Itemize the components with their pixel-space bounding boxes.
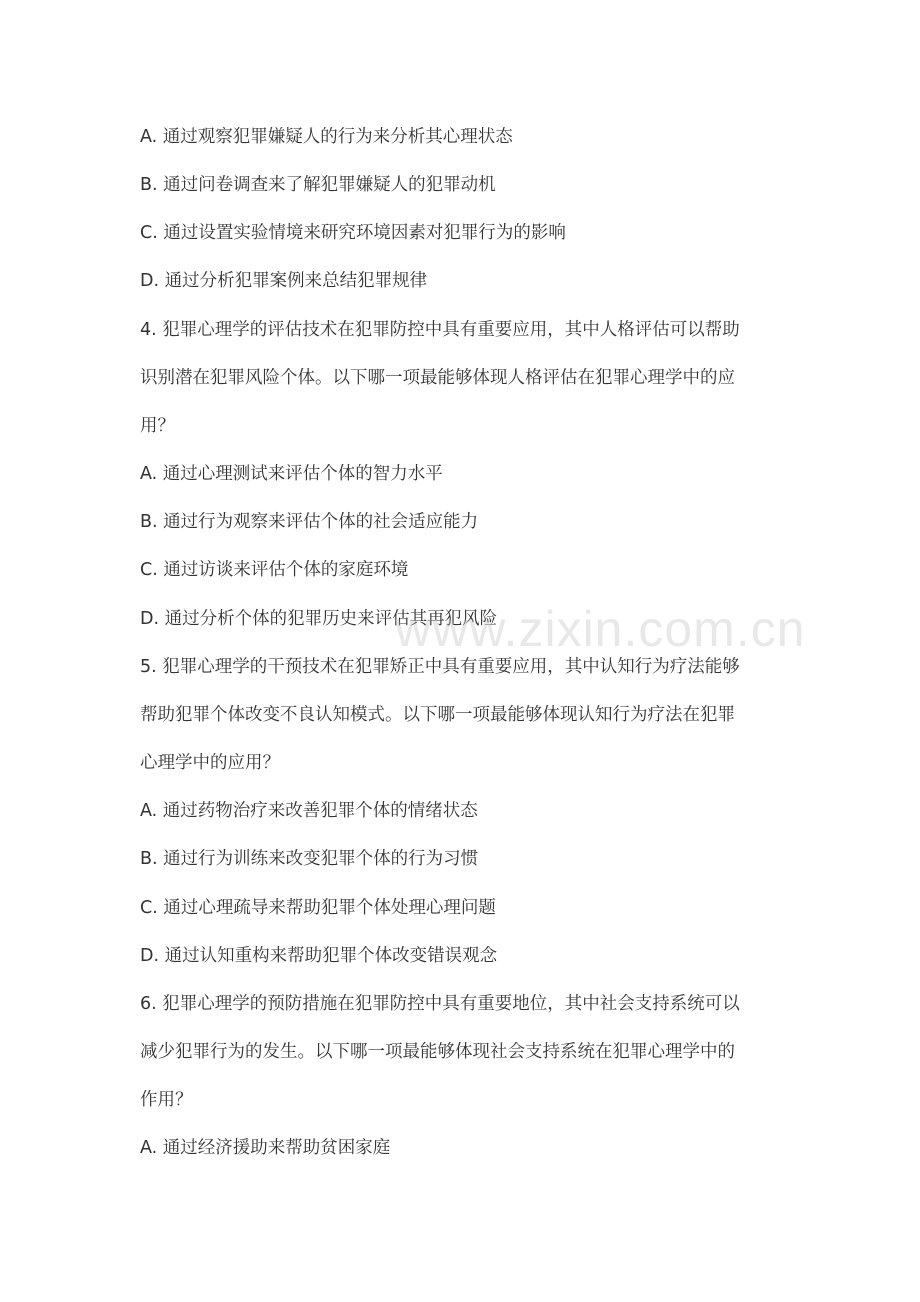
question-line: 作用？	[140, 1090, 193, 1110]
option-line: D. 通过分析个体的犯罪历史来评估其再犯风险	[140, 609, 498, 629]
question-line: 识别潜在犯罪风险个体。以下哪一项最能够体现人格评估在犯罪心理学中的应	[140, 368, 735, 388]
question-line: 5. 犯罪心理学的干预技术在犯罪矫正中具有重要应用，其中认知行为疗法能够	[140, 657, 740, 677]
option-line: A. 通过经济援助来帮助贫困家庭	[140, 1138, 391, 1158]
option-line: D. 通过认知重构来帮助犯罪个体改变错误观念	[140, 946, 498, 966]
question-line: 6. 犯罪心理学的预防措施在犯罪防控中具有重要地位，其中社会支持系统可以	[140, 994, 740, 1014]
question-line: 4. 犯罪心理学的评估技术在犯罪防控中具有重要应用，其中人格评估可以帮助	[140, 320, 740, 340]
option-line: A. 通过观察犯罪嫌疑人的行为来分析其心理状态	[140, 127, 513, 147]
option-line: C. 通过心理疏导来帮助犯罪个体处理心理问题	[140, 898, 496, 918]
option-line: C. 通过设置实验情境来研究环境因素对犯罪行为的影响	[140, 223, 566, 243]
question-line: 用？	[140, 416, 175, 436]
question-line: 心理学中的应用？	[140, 753, 280, 773]
option-line: B. 通过问卷调查来了解犯罪嫌疑人的犯罪动机	[140, 175, 496, 195]
option-line: B. 通过行为观察来评估个体的社会适应能力	[140, 512, 479, 532]
option-line: A. 通过心理测试来评估个体的智力水平	[140, 464, 443, 484]
option-line: C. 通过访谈来评估个体的家庭环境	[140, 560, 409, 580]
watermark: www.zixin.com.cn	[395, 601, 806, 657]
question-line: 减少犯罪行为的发生。以下哪一项最能够体现社会支持系统在犯罪心理学中的	[140, 1042, 735, 1062]
option-line: A. 通过药物治疗来改善犯罪个体的情绪状态	[140, 801, 478, 821]
question-line: 帮助犯罪个体改变不良认知模式。以下哪一项最能够体现认知行为疗法在犯罪	[140, 705, 735, 725]
option-line: D. 通过分析犯罪案例来总结犯罪规律	[140, 271, 428, 291]
option-line: B. 通过行为训练来改变犯罪个体的行为习惯	[140, 849, 479, 869]
